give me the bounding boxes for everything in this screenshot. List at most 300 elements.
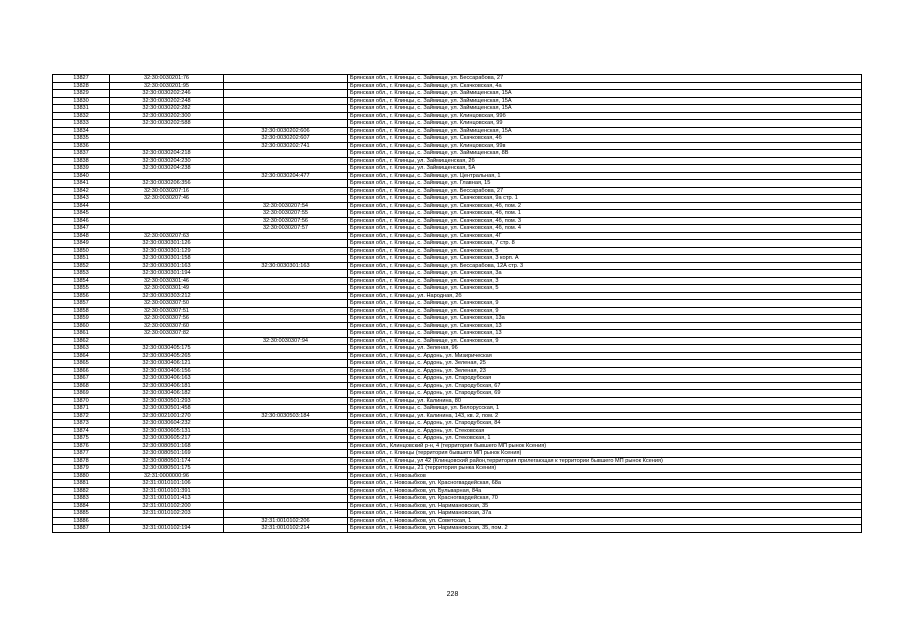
related-number-cell bbox=[224, 75, 348, 83]
row-number-cell: 13868 bbox=[53, 382, 110, 390]
row-number-cell: 13845 bbox=[53, 210, 110, 218]
address-cell: Брянская обл., г. Клинцы, с. Займище, ул. Скачковская, 13 bbox=[348, 322, 862, 330]
address-cell: Брянская обл., г. Клинцы, с. Займище, ул. Бессарабова, 12А стр. 3 bbox=[348, 262, 862, 270]
table-row bbox=[53, 195, 862, 203]
row-number-cell: 13869 bbox=[53, 390, 110, 398]
table-row bbox=[53, 480, 862, 488]
table-row bbox=[53, 420, 862, 428]
address-cell: Брянская обл., г. Клинцы, с. Займище, ул. Скачковская, 4Г bbox=[348, 232, 862, 240]
related-number-cell bbox=[224, 495, 348, 503]
row-number-cell: 13832 bbox=[53, 112, 110, 120]
related-number-cell bbox=[224, 487, 348, 495]
related-number-cell bbox=[224, 442, 348, 450]
row-number-cell: 13856 bbox=[53, 292, 110, 300]
cadastral-number-cell: 32:30:0030501:458 bbox=[110, 405, 224, 413]
cadastral-number-cell: 32:31:0010102:203 bbox=[110, 510, 224, 518]
row-number-cell: 13871 bbox=[53, 405, 110, 413]
related-number-cell: 32:30:0030202:607 bbox=[224, 135, 348, 143]
cadastral-number-cell: 32:30:0030207:46 bbox=[110, 195, 224, 203]
cadastral-number-cell: 32:30:0030405:175 bbox=[110, 345, 224, 353]
related-number-cell bbox=[224, 352, 348, 360]
cadastral-number-cell: 32:30:0030202:282 bbox=[110, 105, 224, 113]
cadastral-number-cell: 32:30:0030301:49 bbox=[110, 285, 224, 293]
row-number-cell: 13879 bbox=[53, 465, 110, 473]
address-cell: Брянская обл., г. Клинцы, с. Займище, ул. Скачковская, 4б, пом. 3 bbox=[348, 217, 862, 225]
row-number-cell: 13878 bbox=[53, 457, 110, 465]
address-cell: Брянская обл., г. Клинцы, с. Займище, ул. Скачковская, 3а bbox=[348, 270, 862, 278]
address-cell: Брянская обл., г. Клинцы, 21 (территория рынка Ксения) bbox=[348, 465, 862, 473]
table-row bbox=[53, 457, 862, 465]
row-number-cell: 13850 bbox=[53, 247, 110, 255]
related-number-cell bbox=[224, 232, 348, 240]
related-number-cell bbox=[224, 322, 348, 330]
address-cell: Брянская обл., г. Клинцы, ул. Займищенская, 2б bbox=[348, 157, 862, 165]
related-number-cell bbox=[224, 255, 348, 263]
table-row bbox=[53, 405, 862, 413]
address-cell: Брянская обл., г. Клинцы, с. Займище, ул. Займищенская, 15А bbox=[348, 105, 862, 113]
row-number-cell: 13852 bbox=[53, 262, 110, 270]
related-number-cell bbox=[224, 457, 348, 465]
row-number-cell: 13841 bbox=[53, 180, 110, 188]
row-number-cell: 13880 bbox=[53, 472, 110, 480]
related-number-cell bbox=[224, 97, 348, 105]
address-cell: Брянская обл., г. Клинцы, с. Займище, ул. Клинцовская, 99 bbox=[348, 120, 862, 128]
address-cell: Брянская обл., г. Клинцы, с. Ардонь, ул. Зеленая, 23 bbox=[348, 367, 862, 375]
table-row bbox=[53, 232, 862, 240]
table-row bbox=[53, 135, 862, 143]
row-number-cell: 13859 bbox=[53, 315, 110, 323]
address-cell: Брянская обл., г. Клинцы, с. Займище, ул. Клинцовская, 99в bbox=[348, 142, 862, 150]
table-row bbox=[53, 390, 862, 398]
cadastral-number-cell: 32:30:0030605:131 bbox=[110, 427, 224, 435]
registry-table bbox=[52, 74, 862, 533]
row-number-cell: 13838 bbox=[53, 157, 110, 165]
related-number-cell bbox=[224, 375, 348, 383]
related-number-cell: 32:30:0030207:54 bbox=[224, 202, 348, 210]
address-cell: Брянская обл., г. Клинцы, с. Займище, ул. Займищенская, 15А bbox=[348, 127, 862, 135]
table-row bbox=[53, 307, 862, 315]
related-number-cell bbox=[224, 180, 348, 188]
related-number-cell bbox=[224, 157, 348, 165]
cadastral-number-cell: 32:30:0030307:56 bbox=[110, 315, 224, 323]
cadastral-number-cell: 32:30:0030406:181 bbox=[110, 382, 224, 390]
row-number-cell: 13836 bbox=[53, 142, 110, 150]
table-row bbox=[53, 97, 862, 105]
related-number-cell bbox=[224, 360, 348, 368]
table-row bbox=[53, 157, 862, 165]
table-row bbox=[53, 202, 862, 210]
address-cell: Брянская обл., г. Клинцы, с. Ардонь, ул. Стародубская, 67 bbox=[348, 382, 862, 390]
table-row bbox=[53, 427, 862, 435]
row-number-cell: 13840 bbox=[53, 172, 110, 180]
address-cell: Брянская обл., г. Клинцы, с. Займище, ул. Клинцовская, 99б bbox=[348, 112, 862, 120]
cadastral-number-cell: 32:30:0030307:82 bbox=[110, 330, 224, 338]
registry-table-body bbox=[53, 75, 862, 533]
table-row bbox=[53, 525, 862, 533]
address-cell: Брянская обл., г. Клинцы, ул. Калинина, 80 bbox=[348, 397, 862, 405]
cadastral-number-cell: 32:31:0010102:194 bbox=[110, 525, 224, 533]
table-row bbox=[53, 465, 862, 473]
row-number-cell: 13861 bbox=[53, 330, 110, 338]
cadastral-number-cell: 32:30:0030406:182 bbox=[110, 390, 224, 398]
address-cell: Брянская обл., Клинцовский р-н, 4 (территория бывшего МП рынок Ксения) bbox=[348, 442, 862, 450]
row-number-cell: 13883 bbox=[53, 495, 110, 503]
cadastral-number-cell: 32:30:0030303:212 bbox=[110, 292, 224, 300]
table-row bbox=[53, 105, 862, 113]
related-number-cell: 32:30:0030207:55 bbox=[224, 210, 348, 218]
cadastral-number-cell: 32:30:0030201:76 bbox=[110, 75, 224, 83]
related-number-cell bbox=[224, 247, 348, 255]
address-cell: Брянская обл., г. Клинцы, с. Ардонь, ул. Стековская bbox=[348, 427, 862, 435]
related-number-cell bbox=[224, 105, 348, 113]
cadastral-number-cell: 32:30:0030604:232 bbox=[110, 420, 224, 428]
cadastral-number-cell: 32:30:0030301:126 bbox=[110, 240, 224, 248]
cadastral-number-cell: 32:30:0080501:168 bbox=[110, 442, 224, 450]
cadastral-number-cell: 32:30:0021001:270 bbox=[110, 412, 224, 420]
table-row bbox=[53, 315, 862, 323]
table-row bbox=[53, 517, 862, 525]
related-number-cell bbox=[224, 397, 348, 405]
table-row bbox=[53, 322, 862, 330]
row-number-cell: 13873 bbox=[53, 420, 110, 428]
address-cell: Брянская обл., г. Клинцы, с. Ардонь, ул. Стековская, 1 bbox=[348, 435, 862, 443]
cadastral-number-cell bbox=[110, 337, 224, 345]
row-number-cell: 13849 bbox=[53, 240, 110, 248]
address-cell: Брянская обл., г. Клинцы, с. Займище, ул. Скачковская, 9 bbox=[348, 307, 862, 315]
table-row bbox=[53, 277, 862, 285]
address-cell: Брянская обл., г. Клинцы, с. Займище, ул. Скачковская, 4б bbox=[348, 135, 862, 143]
cadastral-number-cell: 32:31:0010102:200 bbox=[110, 502, 224, 510]
cadastral-number-cell bbox=[110, 142, 224, 150]
address-cell: Брянская обл., г. Клинцы, ул. Займищенская, 5А bbox=[348, 165, 862, 173]
row-number-cell: 13833 bbox=[53, 120, 110, 128]
related-number-cell bbox=[224, 405, 348, 413]
row-number-cell: 13875 bbox=[53, 435, 110, 443]
row-number-cell: 13886 bbox=[53, 517, 110, 525]
table-row bbox=[53, 120, 862, 128]
related-number-cell: 32:30:0030307:94 bbox=[224, 337, 348, 345]
cadastral-number-cell: 32:30:0080501:175 bbox=[110, 465, 224, 473]
row-number-cell: 13857 bbox=[53, 300, 110, 308]
row-number-cell: 13866 bbox=[53, 367, 110, 375]
row-number-cell: 13876 bbox=[53, 442, 110, 450]
row-number-cell: 13884 bbox=[53, 502, 110, 510]
cadastral-number-cell: 32:30:0030307:51 bbox=[110, 307, 224, 315]
related-number-cell: 32:30:0030301:163 bbox=[224, 262, 348, 270]
address-cell: Брянская обл., г. Клинцы, с. Займище, ул. Скачковская, 3 корп. А bbox=[348, 255, 862, 263]
cadastral-number-cell: 32:30:0030202:588 bbox=[110, 120, 224, 128]
table-row bbox=[53, 412, 862, 420]
row-number-cell: 13837 bbox=[53, 150, 110, 158]
row-number-cell: 13867 bbox=[53, 375, 110, 383]
related-number-cell: 32:31:0010102:214 bbox=[224, 525, 348, 533]
row-number-cell: 13844 bbox=[53, 202, 110, 210]
cadastral-number-cell: 32:31:0010101:106 bbox=[110, 480, 224, 488]
row-number-cell: 13863 bbox=[53, 345, 110, 353]
table-row bbox=[53, 300, 862, 308]
related-number-cell bbox=[224, 270, 348, 278]
row-number-cell: 13828 bbox=[53, 82, 110, 90]
related-number-cell bbox=[224, 330, 348, 338]
address-cell: Брянская обл., г. Клинцы, с. Займище, ул. Центральная, 1 bbox=[348, 172, 862, 180]
row-number-cell: 13864 bbox=[53, 352, 110, 360]
table-row bbox=[53, 472, 862, 480]
table-row bbox=[53, 502, 862, 510]
row-number-cell: 13882 bbox=[53, 487, 110, 495]
address-cell: Брянская обл., г. Клинцы, с. Займище, ул. Скачковская, 9 bbox=[348, 300, 862, 308]
related-number-cell bbox=[224, 435, 348, 443]
related-number-cell bbox=[224, 382, 348, 390]
row-number-cell: 13855 bbox=[53, 285, 110, 293]
address-cell: Брянская обл., г. Клинцы, с. Займище, ул. Скачковская, 4а bbox=[348, 82, 862, 90]
table-row bbox=[53, 180, 862, 188]
table-row bbox=[53, 382, 862, 390]
related-number-cell bbox=[224, 112, 348, 120]
address-cell: Брянская обл., г. Клинцы, с. Займище, ул. Скачковская, 7 стр. 8 bbox=[348, 240, 862, 248]
related-number-cell bbox=[224, 120, 348, 128]
address-cell: Брянская обл., г. Клинцы (территория бывшего МП рынок Ксения) bbox=[348, 450, 862, 458]
related-number-cell bbox=[224, 315, 348, 323]
cadastral-number-cell: 32:30:0030206:356 bbox=[110, 180, 224, 188]
related-number-cell bbox=[224, 292, 348, 300]
address-cell: Брянская обл., г. Клинцы, с. Займище, ул. Скачковская, 13 bbox=[348, 330, 862, 338]
row-number-cell: 13843 bbox=[53, 195, 110, 203]
address-cell: Брянская обл., г. Клинцы, с. Ардонь, ул. Мизирическая bbox=[348, 352, 862, 360]
cadastral-number-cell: 32:30:0030301:163 bbox=[110, 262, 224, 270]
table-row bbox=[53, 255, 862, 263]
table-row bbox=[53, 450, 862, 458]
related-number-cell: 32:30:0030204:477 bbox=[224, 172, 348, 180]
row-number-cell: 13885 bbox=[53, 510, 110, 518]
address-cell: Брянская обл., г. Клинцы, с. Займище, ул. Главная, 15 bbox=[348, 180, 862, 188]
row-number-cell: 13842 bbox=[53, 187, 110, 195]
address-cell: Брянская обл., г. Клинцы, с. Займище, ул. Бессарабова, 27 bbox=[348, 75, 862, 83]
cadastral-number-cell bbox=[110, 172, 224, 180]
table-row bbox=[53, 217, 862, 225]
related-number-cell bbox=[224, 240, 348, 248]
address-cell: Брянская обл., г. Клинцы, ул. Народная, 2б bbox=[348, 292, 862, 300]
address-cell: Брянская обл., г. Новозыбков, ул. Советская, 1 bbox=[348, 517, 862, 525]
cadastral-number-cell: 32:30:0030301:46 bbox=[110, 277, 224, 285]
related-number-cell bbox=[224, 90, 348, 98]
table-row bbox=[53, 487, 862, 495]
table-row bbox=[53, 150, 862, 158]
address-cell: Брянская обл., г. Клинцы, с. Займище, ул. Займищенская, 15А bbox=[348, 97, 862, 105]
address-cell: Брянская обл., г. Клинцы, ул. Калинина, 143, кв. 2, пом. 2 bbox=[348, 412, 862, 420]
address-cell: Брянская обл., г. Клинцы, с. Займище, ул. Скачковская, 5 bbox=[348, 247, 862, 255]
table-row bbox=[53, 142, 862, 150]
cadastral-number-cell bbox=[110, 127, 224, 135]
table-row bbox=[53, 127, 862, 135]
related-number-cell bbox=[224, 502, 348, 510]
cadastral-number-cell: 32:30:0030406:156 bbox=[110, 367, 224, 375]
row-number-cell: 13827 bbox=[53, 75, 110, 83]
address-cell: Брянская обл., г. Новозыбков, ул. Наримановская, 35, пом. 2 bbox=[348, 525, 862, 533]
table-row bbox=[53, 165, 862, 173]
address-cell: Брянская обл., г. Клинцы, с. Займище, ул. Скачковская, 4б, пом. 2 bbox=[348, 202, 862, 210]
table-row bbox=[53, 285, 862, 293]
related-number-cell bbox=[224, 510, 348, 518]
address-cell: Брянская обл., г. Клинцы, ул. Зеленая, 96 bbox=[348, 345, 862, 353]
related-number-cell bbox=[224, 285, 348, 293]
table-row bbox=[53, 375, 862, 383]
address-cell: Брянская обл., г. Клинцы, с. Займище, ул. Скачковская, 4б, пом. 1 bbox=[348, 210, 862, 218]
address-cell: Брянская обл., г. Новозыбков, ул. Красногвардейская, 70 bbox=[348, 495, 862, 503]
table-row bbox=[53, 75, 862, 83]
related-number-cell bbox=[224, 165, 348, 173]
related-number-cell bbox=[224, 450, 348, 458]
cadastral-number-cell: 32:30:0030204:218 bbox=[110, 150, 224, 158]
cadastral-number-cell: 32:30:0030301:129 bbox=[110, 247, 224, 255]
cadastral-number-cell: 32:30:0030204:238 bbox=[110, 165, 224, 173]
cadastral-number-cell: 32:30:0030307:50 bbox=[110, 300, 224, 308]
row-number-cell: 13835 bbox=[53, 135, 110, 143]
cadastral-number-cell: 32:30:0030202:246 bbox=[110, 90, 224, 98]
related-number-cell bbox=[224, 480, 348, 488]
address-cell: Брянская обл., г. Клинцы, с. Ардонь, ул. Стародубская, 69 bbox=[348, 390, 862, 398]
cadastral-number-cell: 32:31:0010101:391 bbox=[110, 487, 224, 495]
table-row bbox=[53, 345, 862, 353]
row-number-cell: 13860 bbox=[53, 322, 110, 330]
cadastral-number-cell: 32:31:0010101:413 bbox=[110, 495, 224, 503]
related-number-cell bbox=[224, 150, 348, 158]
address-cell: Брянская обл., г. Клинцы, с. Займище, ул. Скачковская, 4б, пом. 4 bbox=[348, 225, 862, 233]
cadastral-number-cell: 32:30:0030207:16 bbox=[110, 187, 224, 195]
table-row bbox=[53, 352, 862, 360]
table-row bbox=[53, 262, 862, 270]
row-number-cell: 13874 bbox=[53, 427, 110, 435]
row-number-cell: 13839 bbox=[53, 165, 110, 173]
address-cell: Брянская обл., г. Клинцы, с. Займище, ул. Скачковская, 5 bbox=[348, 285, 862, 293]
address-cell: Брянская обл., г. Новозыбков bbox=[348, 472, 862, 480]
cadastral-number-cell: 32:30:0030202:300 bbox=[110, 112, 224, 120]
address-cell: Брянская обл., г. Клинцы, с. Займище, ул. Скачковская, 3 bbox=[348, 277, 862, 285]
row-number-cell: 13862 bbox=[53, 337, 110, 345]
cadastral-number-cell: 32:30:0030307:60 bbox=[110, 322, 224, 330]
table-row bbox=[53, 292, 862, 300]
table-row bbox=[53, 367, 862, 375]
related-number-cell bbox=[224, 307, 348, 315]
row-number-cell: 13853 bbox=[53, 270, 110, 278]
cadastral-number-cell bbox=[110, 517, 224, 525]
row-number-cell: 13831 bbox=[53, 105, 110, 113]
related-number-cell: 32:30:0030207:57 bbox=[224, 225, 348, 233]
address-cell: Брянская обл., г. Клинцы, с. Ардонь, ул. Зеленая, 25 bbox=[348, 360, 862, 368]
row-number-cell: 13830 bbox=[53, 97, 110, 105]
row-number-cell: 13847 bbox=[53, 225, 110, 233]
table-row bbox=[53, 187, 862, 195]
table-row bbox=[53, 210, 862, 218]
related-number-cell bbox=[224, 82, 348, 90]
related-number-cell bbox=[224, 427, 348, 435]
cadastral-number-cell: 32:30:0030301:194 bbox=[110, 270, 224, 278]
related-number-cell: 32:30:0030207:56 bbox=[224, 217, 348, 225]
table-row bbox=[53, 360, 862, 368]
address-cell: Брянская обл., г. Клинцы, с. Займище, ул. Скачковская, 9а стр. 1 bbox=[348, 195, 862, 203]
table-row bbox=[53, 225, 862, 233]
table-row bbox=[53, 435, 862, 443]
related-number-cell bbox=[224, 472, 348, 480]
related-number-cell: 32:30:0030503:184 bbox=[224, 412, 348, 420]
row-number-cell: 13851 bbox=[53, 255, 110, 263]
row-number-cell: 13872 bbox=[53, 412, 110, 420]
row-number-cell: 13834 bbox=[53, 127, 110, 135]
related-number-cell bbox=[224, 367, 348, 375]
row-number-cell: 13877 bbox=[53, 450, 110, 458]
cadastral-number-cell: 32:30:0030605:217 bbox=[110, 435, 224, 443]
cadastral-number-cell bbox=[110, 210, 224, 218]
table-row bbox=[53, 337, 862, 345]
related-number-cell bbox=[224, 420, 348, 428]
cadastral-number-cell bbox=[110, 217, 224, 225]
cadastral-number-cell: 32:30:0030207:63 bbox=[110, 232, 224, 240]
cadastral-number-cell: 32:30:0030406:163 bbox=[110, 375, 224, 383]
table-row bbox=[53, 495, 862, 503]
related-number-cell bbox=[224, 187, 348, 195]
address-cell: Брянская обл., г. Клинцы, с. Займище, ул. Бессарабова, 27 bbox=[348, 187, 862, 195]
cadastral-number-cell: 32:30:0030406:121 bbox=[110, 360, 224, 368]
cadastral-number-cell: 32:30:0030405:265 bbox=[110, 352, 224, 360]
table-row bbox=[53, 270, 862, 278]
table-row bbox=[53, 172, 862, 180]
address-cell: Брянская обл., г. Клинцы, с. Займище, ул. Займищенская, 8В bbox=[348, 150, 862, 158]
related-number-cell bbox=[224, 277, 348, 285]
row-number-cell: 13848 bbox=[53, 232, 110, 240]
table-row bbox=[53, 510, 862, 518]
table-row bbox=[53, 397, 862, 405]
cadastral-number-cell: 32:30:0030301:158 bbox=[110, 255, 224, 263]
related-number-cell bbox=[224, 390, 348, 398]
cadastral-number-cell: 32:30:0030501:293 bbox=[110, 397, 224, 405]
address-cell: Брянская обл., г. Клинцы, с. Займище, ул. Скачковская, 13а bbox=[348, 315, 862, 323]
address-cell: Брянская обл., г. Новозыбков, ул. Красногвардейская, 68а bbox=[348, 480, 862, 488]
table-row bbox=[53, 82, 862, 90]
row-number-cell: 13865 bbox=[53, 360, 110, 368]
row-number-cell: 13829 bbox=[53, 90, 110, 98]
table-row bbox=[53, 240, 862, 248]
cadastral-number-cell: 32:30:0030204:230 bbox=[110, 157, 224, 165]
related-number-cell bbox=[224, 465, 348, 473]
address-cell: Брянская обл., г. Клинцы, с. Займище, ул. Займищенская, 15А bbox=[348, 90, 862, 98]
address-cell: Брянская обл., г. Новозыбков, ул. Бульварная, 84а bbox=[348, 487, 862, 495]
row-number-cell: 13881 bbox=[53, 480, 110, 488]
address-cell: Брянская обл., г. Новозыбков, ул. Наримановская, 35 bbox=[348, 502, 862, 510]
table-row bbox=[53, 330, 862, 338]
table-row bbox=[53, 247, 862, 255]
cadastral-number-cell bbox=[110, 202, 224, 210]
row-number-cell: 13854 bbox=[53, 277, 110, 285]
cadastral-number-cell bbox=[110, 225, 224, 233]
table-row bbox=[53, 442, 862, 450]
cadastral-number-cell: 32:30:0030202:248 bbox=[110, 97, 224, 105]
address-cell: Брянская обл., г. Клинцы, ул 42 (Клинцовский район,территория прилегающая к территории бывшего МП рынок Ксения) bbox=[348, 457, 862, 465]
related-number-cell bbox=[224, 345, 348, 353]
related-number-cell bbox=[224, 300, 348, 308]
row-number-cell: 13870 bbox=[53, 397, 110, 405]
address-cell: Брянская обл., г. Новозыбков, ул. Наримановская, 37а bbox=[348, 510, 862, 518]
related-number-cell bbox=[224, 195, 348, 203]
related-number-cell: 32:30:0030202:606 bbox=[224, 127, 348, 135]
related-number-cell: 32:31:0010102:206 bbox=[224, 517, 348, 525]
table-row bbox=[53, 112, 862, 120]
cadastral-number-cell: 32:30:0080501:169 bbox=[110, 450, 224, 458]
row-number-cell: 13846 bbox=[53, 217, 110, 225]
page-number: 228 bbox=[446, 591, 459, 598]
table-row bbox=[53, 90, 862, 98]
cadastral-number-cell: 32:30:0030201:95 bbox=[110, 82, 224, 90]
cadastral-number-cell: 32:31:0000000:96 bbox=[110, 472, 224, 480]
cadastral-number-cell: 32:30:0080501:174 bbox=[110, 457, 224, 465]
